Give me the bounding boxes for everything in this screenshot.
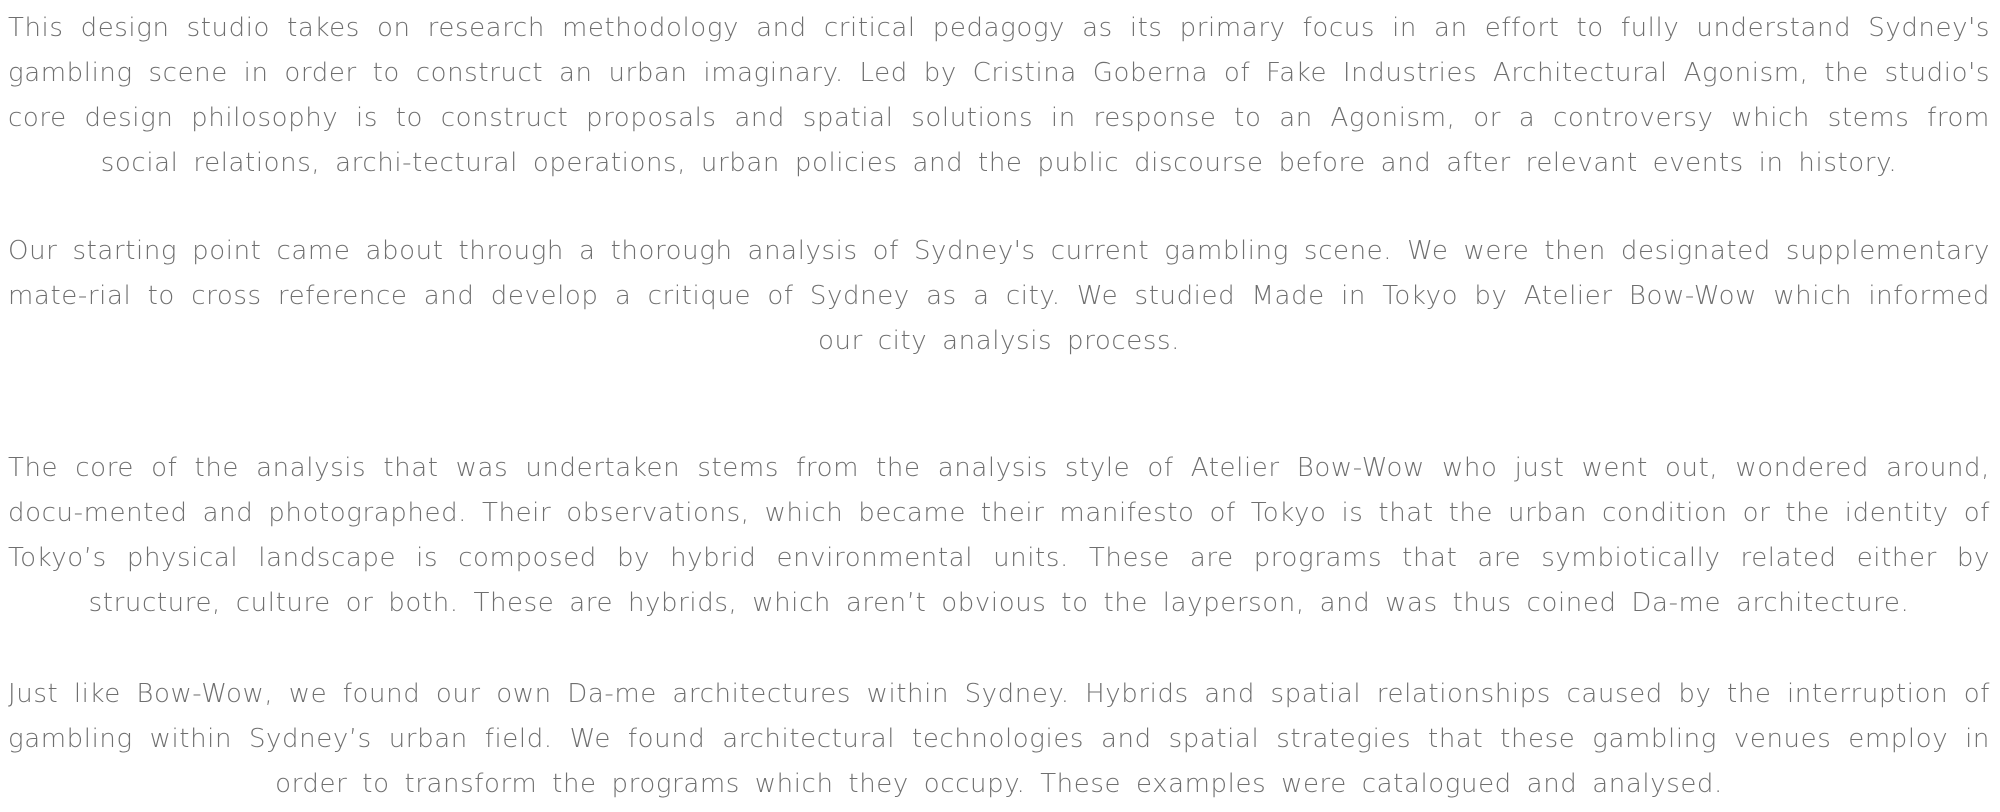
paragraph-studio-intro: This design studio takes on research methodology and critical pedagogy as its primary focus in an effort to fully understand Sydney's gambling scene in order to construct an urban imaginary. Led by Cristina Goberna of Fake Industries Architectural Agonism, the studio's core design philosophy is to construct proposals and spatial solutions in response to an Agonism, or a controversy which stems from social relations, archi-tectural operations, urban policies and the public discourse before and after relevant events in history. (8, 13, 1990, 178)
paragraph-dame-architectures: Just like Bow-Wow, we found our own Da-me architectures within Sydney. Hybrids and spatial relationships caused by the interruption of gambling within Sydney’s urban field. We found architectural technologies and spatial strategies that these gambling venues employ in order to transform the programs which they occupy. These examples were catalogued and analysed. (8, 679, 1990, 799)
paragraph-core-analysis: The core of the analysis that was undertaken stems from the analysis style of Atelier Bow-Wow who just went out, wondered around, docu-mented and photographed. Their observations, which became their manifesto of Tokyo is that the urban condition or the identity of Tokyo’s physical landscape is composed by hybrid environmental units. These are programs that are symbiotically related either by structure, culture or both. These are hybrids, which aren’t obvious to the layperson, and was thus coined Da-me architecture. (8, 453, 1990, 618)
paragraph-starting-point: Our starting point came about through a thorough analysis of Sydney's current gambling scene. We were then designated supplementary mate-rial to cross reference and develop a critique of Sydney as a city. We studied Made in Tokyo by Atelier Bow-Wow which informed our city analysis process. (8, 236, 1990, 356)
